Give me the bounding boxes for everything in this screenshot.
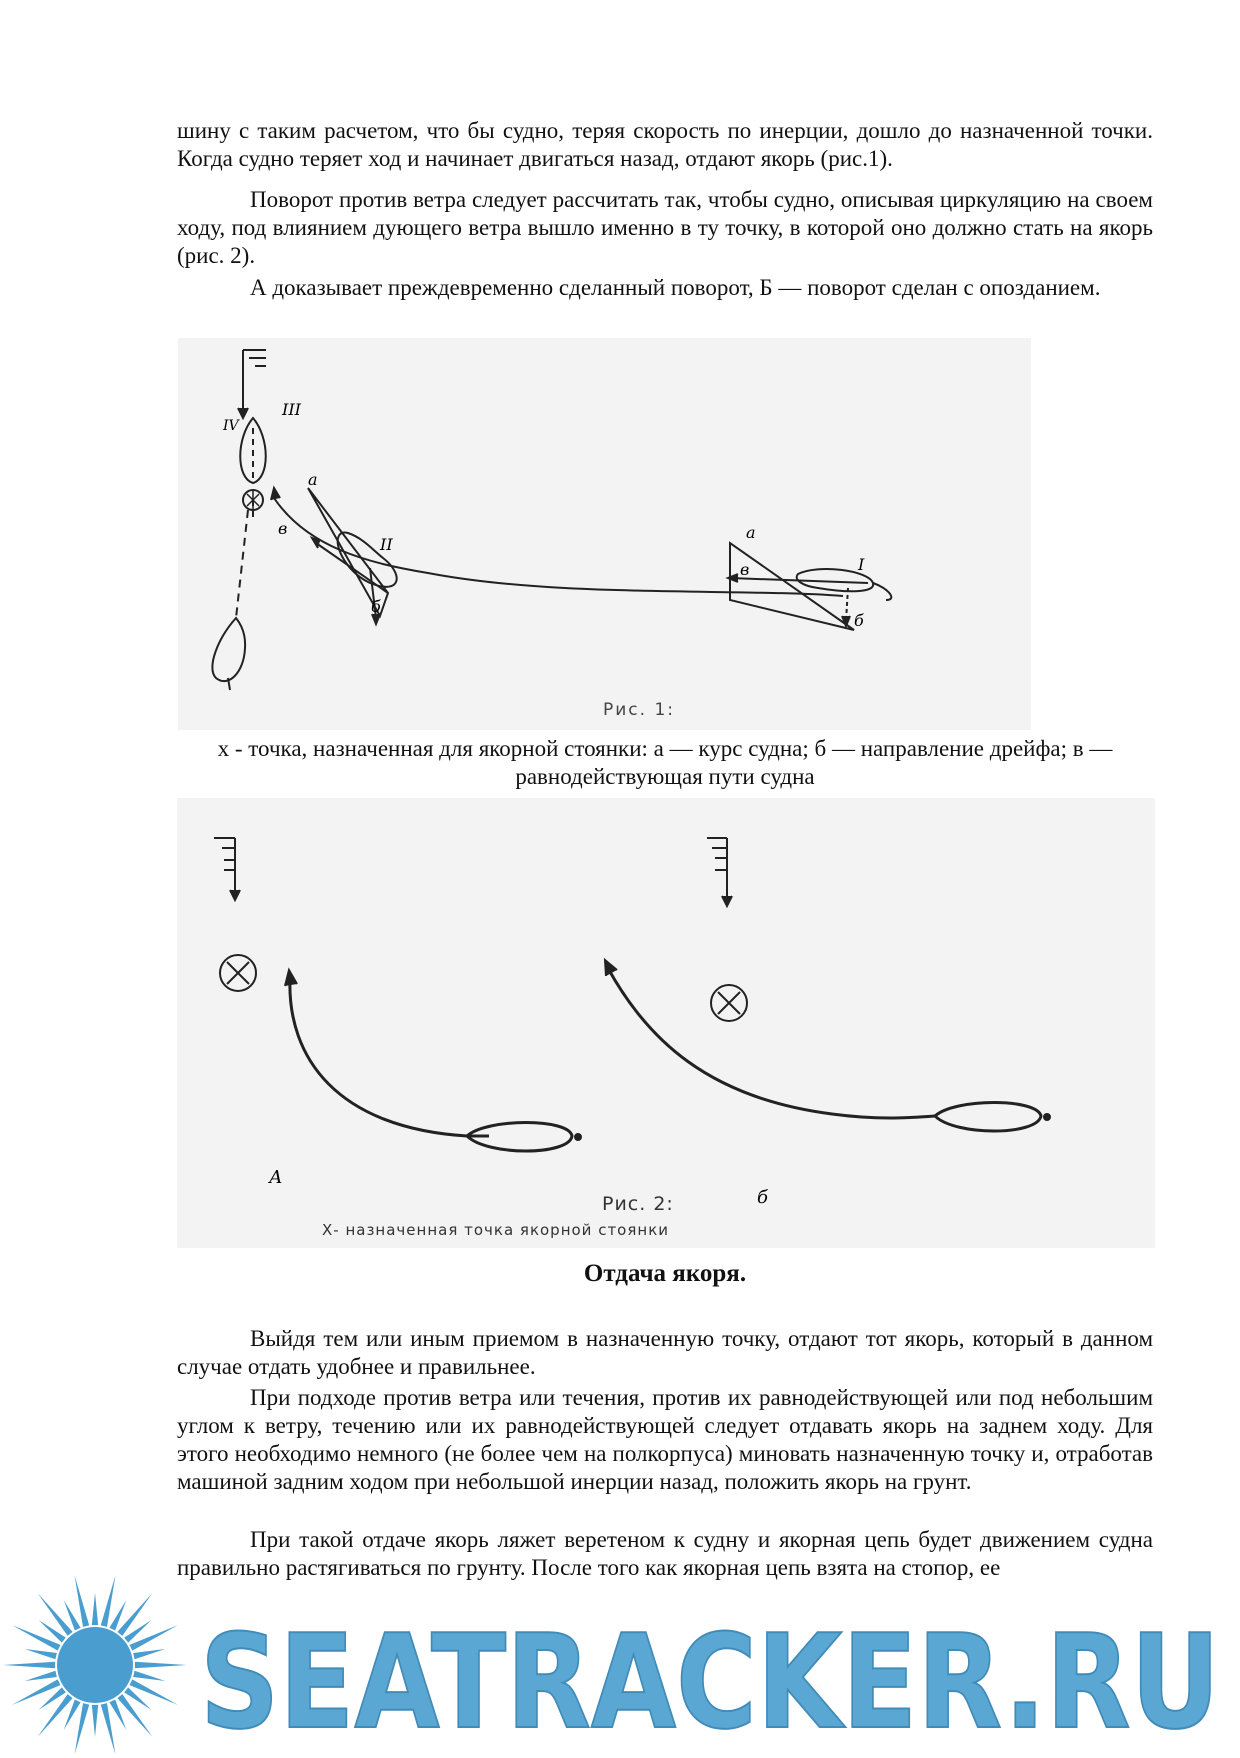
label-b: б [757,1187,768,1208]
sun-ray [130,1679,178,1704]
wind-flag-icon [243,350,266,398]
sun-ray [133,1649,165,1659]
figure-2 [177,798,1155,1248]
label-ii: II [380,535,393,554]
vector-triangle-i [730,543,854,630]
watermark-text: SEATRACKER.RU [200,1606,1220,1753]
sun-ray [75,1575,90,1627]
label-iii: III [282,400,301,419]
label-a: А [269,1167,283,1188]
figure-2-caption: Рис. 2: [602,1193,674,1215]
wind-flag-b-icon [707,838,727,898]
paragraph-drop-anchor: Выйдя тем или иным приемом в назначенную точку, отдают тот якорь, который в данном случае отдать удобнее и правильнее. [177,1326,1153,1379]
label-a-ii: а [308,470,318,489]
label-a-i: а [746,523,756,542]
label-iv: IV [223,418,239,434]
sun-ray [38,1694,73,1737]
paragraph-continuation: шину с таким расчетом, что бы судно, теряя скорость по инерции, дошло до назначенной точки. Когда судно теряет ход и начинает двигаться назад, отдают якорь (рис.1). [177,118,1153,171]
figure-1 [178,338,1031,730]
figure-1-caption: Рис. 1: [603,700,675,720]
paragraph-turn-against-wind: Поворот против ветра следует рассчитать так, чтобы судно, описывая циркуляцию на своем ходу, под влиянием дующего ветра вышло именно в ту точку, в которой оно должно стать на якорь (рис. 2). [177,187,1153,268]
watermark [0,1555,1240,1753]
label-b-i: б [854,611,864,630]
sun-ray [12,1679,60,1704]
section-title: Отдача якоря. [583,1260,747,1287]
sun-ray [75,1703,90,1753]
figure-1-legend: х - точка, назначенная для якорной стоянки: а — курс судна; б — направление дрейфа; в — равнодействующая пути судна [217,736,1113,789]
track-b [609,970,935,1118]
paragraph-anchor-spindle: При такой отдаче якорь ляжет веретеном к судну и якорная цепь будет движением судна правильно растягиваться по грунту. После того как якорная цепь взята на стопор, ее [177,1527,1153,1580]
paragraph-a-b-explanation: А доказывает преждевременно сделанный поворот, Б — поворот сделан с опозданием. [250,275,1101,300]
label-i: I [858,555,865,574]
sun-ray [133,1671,165,1681]
sun-ray [38,1593,73,1636]
sun-ray [130,1625,178,1650]
watermark-graphic [0,1555,1240,1753]
figure-1-drawing [178,338,1031,730]
ship-left-icon [212,618,245,681]
sun-ray [135,1662,187,1668]
sun-ray [92,1593,98,1625]
figure-2-subcaption: Х- назначенная точка якорной стоянки [322,1221,670,1239]
label-v-i: в [740,560,750,579]
sun-ray [3,1662,55,1668]
sun-ray [25,1649,57,1659]
sun-ray [92,1705,98,1737]
sun-ray [117,1593,152,1636]
figure-2-drawing [177,798,1155,1248]
sun-ray [117,1694,152,1737]
sun-logo-icon [3,1575,187,1753]
track-a [290,978,489,1136]
wind-flag-a-icon [214,838,235,893]
sun-ray [25,1671,57,1681]
label-v-ii: в [278,519,288,538]
label-b-ii: б [371,597,381,616]
loop-b-icon [935,1103,1041,1132]
sun-ray [101,1575,116,1627]
sun-core [57,1627,133,1703]
sun-ray [12,1625,60,1650]
paragraph-approach-wind: При подходе против ветра или течения, против их равнодействующей или под небольшим углом к ветру, течению или их равнодействующей следует отдавать якорь на заднем ходу. Для этого необходимо немного (не более чем на полкорпуса) миновать назначенную точку и, отработав машиной задним ходом при небольшой инерции назад, положить якорь на грунт. [177,1385,1153,1494]
sun-ray [101,1703,116,1753]
